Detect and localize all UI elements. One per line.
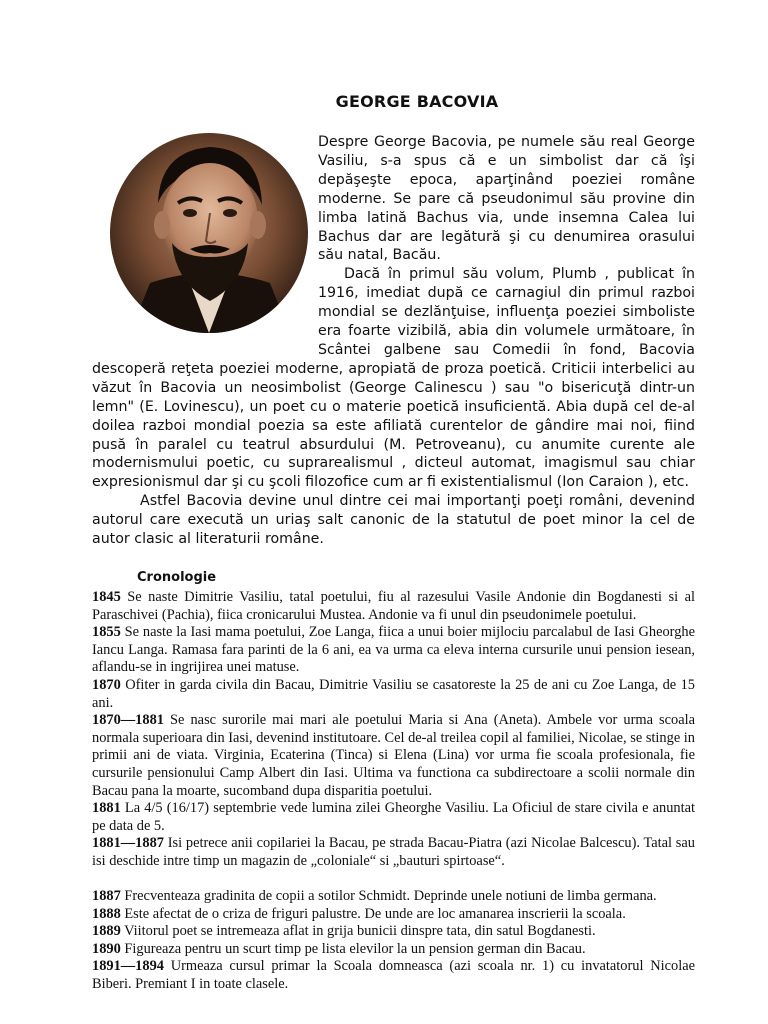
bio-paragraph-1: Despre George Bacovia, pe numele său real George Vasiliu, s-a spus că e un simbolist dar că îşi depăşeşte epoca, aparţinând poeziei române moderne. Se pare că pseudonimul său provine din limba latină Bachus via, unde insemna Calea lui Bachus dar are legătură şi cu denumirea orasului său natal, Bacău. bbox=[318, 134, 695, 264]
cronologie-entry bbox=[92, 906, 695, 924]
page-title: GEORGE BACOVIA bbox=[335, 92, 499, 111]
entry-text: Este afectat de o criza de friguri palustre. De unde are loc amanarea inscrierii la scoala. bbox=[120, 905, 626, 922]
entry-year: 1891—1894 bbox=[92, 958, 164, 975]
entry-year: 1887 bbox=[92, 888, 121, 905]
bio-paragraph-2: Dacă în primul său volum, Plumb , publicat în 1916, imediat după ce carnagiul din primul razboi mondial se dezlănţuise, influenţa poeziei simboliste era foarte vizibilă, abia din volumele următoare, în Scântei galbene sau Comedii în fond, Bacovia descoperă reţeta poeziei moderne, apropiată de proza poetică. Criticii interbelici au văzut în Bacovia un neosimbolist (George Calinescu ) sau "o bisericuţă dintr-un lemn" (E. Lovinescu), un poet cu o materie poetică insuficientă. Abia după cel de-al doilea razboi mondial poezia sa este afiliată curentelor de gândire mai noi, fiind pusă în paralel cu teatrul absurdului (M. Petroveanu), cu anumite curente ale modernismului poetic, cu suprarealismul , dicteul automat, imagismul sau chiar expresionismul dar şi cu şcoli filozofice cum ar fi existentialismul (Ion Caraion ), etc. bbox=[92, 266, 695, 491]
entry-text: Se naste Dimitrie Vasiliu, tatal poetului, fiu al razesului Vasile Andonie din Bogdanesti si al Paraschivei (Pachia), fiica cronicarului Mustea. Andonie va fi unul din pseudonimele poetului. bbox=[92, 589, 695, 623]
entry-text: Se nasc surorile mai mari ale poetului Maria si Ana (Aneta). Ambele vor urma scoala normala superioara din Iasi, devenind institutoare. Cel de-al treilea copil al familiei, Nicolae, se stinge in primii ani de viata. Virginia, Ecaterina (Tinca) si Elena (Lina) vor urma fie scoala profesionala, fie cursurile pensionului Camp Albert din Iasi. Ultima va functiona ca subdirectoare a scolii normale din Bacau pana la moarte, sucomband dupa disparitia poetului. bbox=[92, 712, 696, 799]
cronologie-heading: Cronologie bbox=[137, 570, 217, 585]
entry-year: 1870 bbox=[92, 676, 121, 693]
entry-text: Isi petrece anii copilariei la Bacau, pe strada Bacau-Piatra (azi Nicolae Balcescu). Tatal sau isi deschide intre timp un magazin de „coloniale“ si „bauturi spirtoase“. bbox=[92, 835, 695, 869]
entry-text: La 4/5 (16/17) septembrie vede lumina zilei Gheorghe Vasiliu. La Oficiul de stare civila e anuntat pe data de 5. bbox=[92, 800, 695, 834]
entry-text: Se naste la Iasi mama poetului, Zoe Langa, fiica a unui boier mijlociu parcalabul de Iasi Gheorghe Iancu Langa. Ramasa fara parinti de la 6 ani, ea va urma ca eleva interna cursurile unui pension iesean, aflandu-se in ingrijirea unei matuse. bbox=[92, 624, 695, 676]
entry-year: 1870—1881 bbox=[92, 712, 164, 729]
cronologie-entry bbox=[92, 958, 695, 993]
entry-text: Viitorul poet se intremeaza aflat in grija bunicii dinspre tata, din satul Bogdanesti. bbox=[120, 923, 596, 940]
cronologie-entry bbox=[92, 624, 695, 677]
entry-year: 1889 bbox=[92, 923, 121, 940]
entry-year: 1845 bbox=[92, 589, 121, 605]
cronologie-entry bbox=[92, 589, 695, 624]
entry-year: 1855 bbox=[92, 624, 121, 641]
entry-text: Ofiter in garda civila din Bacau, Dimitrie Vasiliu se casatoreste la 25 de ani cu Zoe Langa, de 15 ani. bbox=[92, 676, 695, 711]
cronologie-entry bbox=[92, 712, 695, 800]
entry-text: Figureaza pentru un scurt timp pe lista elevilor la un pension german din Bacau. bbox=[120, 940, 586, 957]
portrait-spacer bbox=[92, 133, 318, 341]
entry-year: 1881—1887 bbox=[92, 835, 164, 852]
cronologie-entry bbox=[92, 941, 695, 959]
cronologie-entry bbox=[92, 677, 695, 712]
entry-year: 1890 bbox=[92, 940, 121, 957]
paragraph-gap bbox=[92, 871, 695, 889]
cronologie-entry bbox=[92, 888, 695, 906]
entry-year: 1881 bbox=[92, 800, 121, 817]
cronologie-entry bbox=[92, 835, 695, 870]
entry-text: Urmeaza cursul primar la Scoala domneasca (azi scoala nr. 1) cu invatatorul Nicolae Biberi. Premiant I in toate clasele. bbox=[92, 958, 695, 993]
entry-year: 1888 bbox=[92, 905, 121, 922]
biography-text bbox=[92, 133, 695, 549]
bio-paragraph-3: Astfel Bacovia devine unul dintre cei mai importanţi poeţi români, devenind autorul care execută un uriaş salt canonic de la statutul de poet minor la cel de autor clasic al literaturii române. bbox=[92, 493, 695, 548]
cronologie-entry bbox=[92, 923, 695, 941]
cronologie-list bbox=[92, 589, 695, 994]
entry-text: Frecventeaza gradinita de copii a sotilor Schmidt. Deprinde unele notiuni de limba germana. bbox=[120, 888, 657, 905]
cronologie-entry bbox=[92, 800, 695, 835]
